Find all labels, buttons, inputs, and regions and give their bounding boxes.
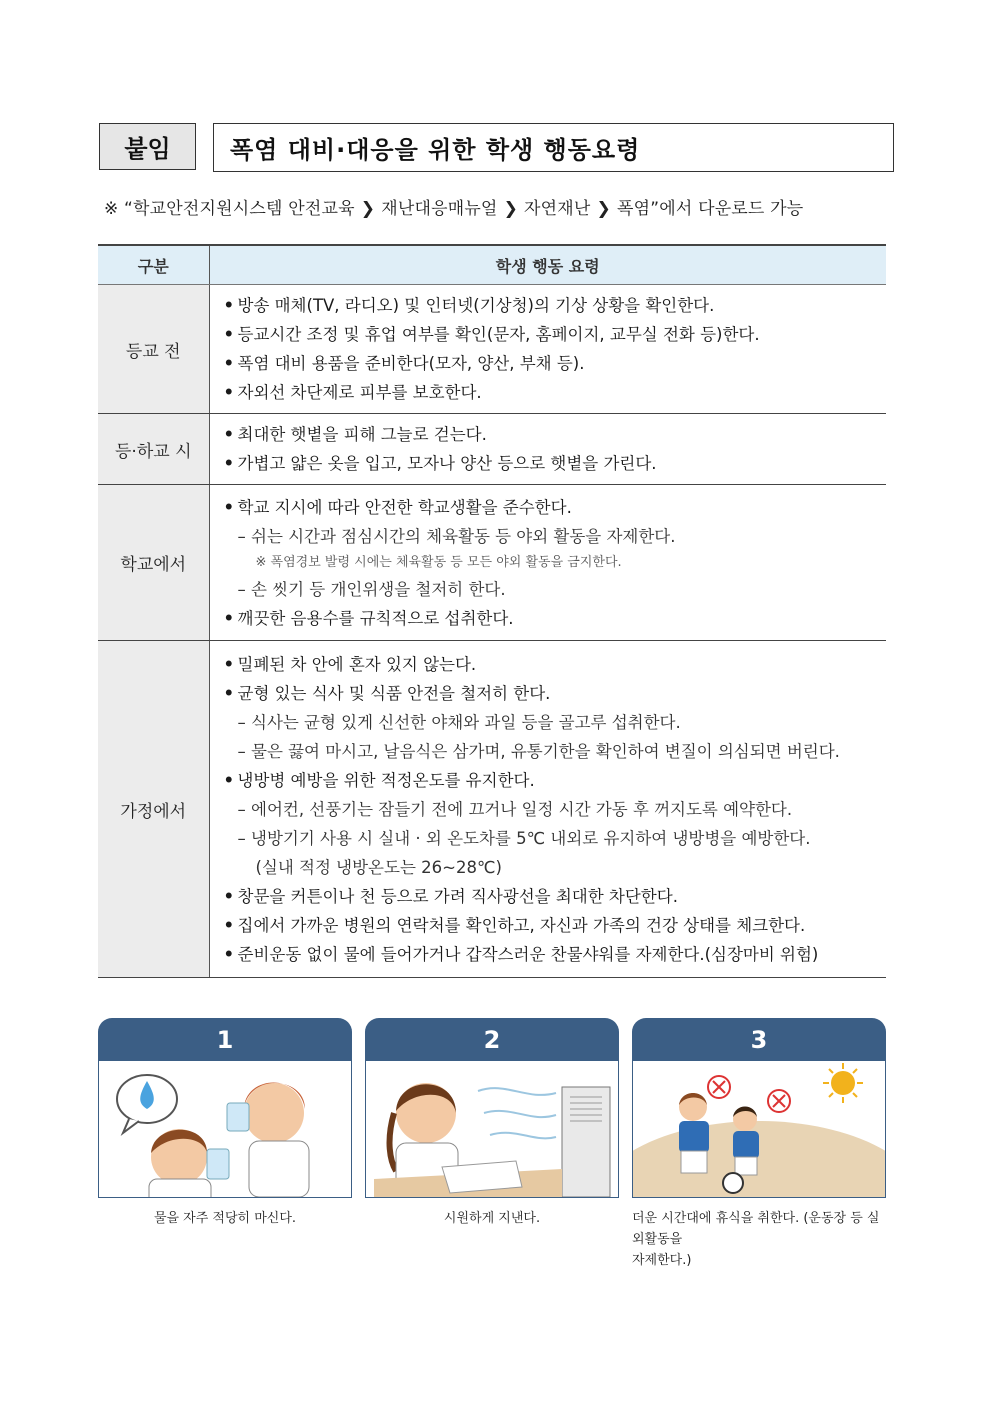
panel-caption-line: 더운 시간대에 휴식을 취한다. (운동장 등 실외활동을 <box>632 1211 880 1247</box>
list-item: • 집에서 가까운 병원의 연락처를 확인하고, 자신과 가족의 건강 상태를 체크한다. <box>224 911 887 940</box>
panel-caption: 시원하게 지낸다. <box>443 1211 541 1226</box>
category-cell: 등·하교 시 <box>98 414 209 485</box>
list-item: • 밀폐된 차 안에 혼자 있지 않는다. <box>224 650 887 679</box>
list-item: • 냉방병 예방을 위한 적정온도를 유지한다. <box>224 766 887 795</box>
category-cell: 학교에서 <box>98 485 209 641</box>
table-row-commute <box>98 414 886 485</box>
resting-hot-hours-illustration <box>632 1061 886 1198</box>
guideline-cell <box>209 485 886 641</box>
header <box>99 123 894 172</box>
prohibited-icon <box>768 1090 790 1112</box>
breadcrumb-separator-icon: ❯ <box>503 199 519 219</box>
illustration-panel-2 <box>365 1018 619 1198</box>
panel-caption-line: 자제한다.) <box>632 1253 692 1268</box>
panel-caption: 물을 자주 적당히 마신다. <box>153 1211 297 1226</box>
list-item: • 준비운동 없이 물에 들어가거나 갑작스러운 찬물샤워를 자제한다.(심장마비 위험) <box>224 940 887 969</box>
note-path-manual: 재난대응매뉴얼 <box>381 199 498 219</box>
note-prefix: ※ “학교안전지원시스템 안전교육 <box>104 199 355 219</box>
list-item: • 폭염 대비 용품을 준비한다(모자, 양산, 부채 등). <box>224 349 887 378</box>
list-item: • 최대한 햇볕을 피해 그늘로 걷는다. <box>224 420 887 449</box>
list-item: • 창문을 커튼이나 천 등으로 가려 직사광선을 최대한 차단한다. <box>224 882 887 911</box>
category-cell: 등교 전 <box>98 285 209 414</box>
list-subitem-continuation: (실내 적정 냉방온도는 26~28℃) <box>255 857 502 877</box>
illustration-panel-1 <box>98 1018 352 1198</box>
panel-number: 2 <box>365 1018 619 1061</box>
table-row-at-school <box>98 485 886 641</box>
sun-icon <box>823 1063 863 1103</box>
list-subitem: – 쉬는 시간과 점심시간의 체육활동 등 야외 활동을 자제한다. <box>224 522 887 551</box>
document-title: 폭염 대비·대응을 위한 학생 행동요령 <box>213 123 894 172</box>
note-path-natural: 자연재난 <box>524 199 591 219</box>
list-subitem: – 손 씻기 등 개인위생을 철저히 한다. <box>224 575 887 604</box>
list-item: • 가볍고 얇은 옷을 입고, 모자나 양산 등으로 햇볕을 가린다. <box>224 449 887 478</box>
column-header-guidelines: 학생 행동 요령 <box>209 245 886 285</box>
panel-number: 1 <box>98 1018 352 1061</box>
list-item: • 학교 지시에 따라 안전한 학교생활을 준수한다. <box>224 493 887 522</box>
column-header-category: 구분 <box>98 245 209 285</box>
illustration-panel-3 <box>632 1018 886 1198</box>
prohibited-icon <box>708 1076 730 1098</box>
list-subitem: – 물은 끓여 마시고, 날음식은 삼가며, 유통기한을 확인하여 변질이 의심되면 버린다. <box>224 737 887 766</box>
list-subitem: – 식사는 균형 있게 신선한 야채와 과일 등을 골고루 섭취한다. <box>224 708 887 737</box>
list-item: • 균형 있는 식사 및 식품 안전을 철저히 한다. <box>224 679 887 708</box>
download-note <box>104 194 894 219</box>
list-item: • 방송 매체(TV, 라디오) 및 인터넷(기상청)의 기상 상황을 확인한다. <box>224 291 887 320</box>
list-subitem: – 에어컨, 선풍기는 잠들기 전에 끄거나 일정 시간 가동 후 꺼지도록 예약한다. <box>224 795 887 824</box>
panel-caption <box>632 1208 890 1271</box>
guideline-cell <box>209 641 886 978</box>
guideline-cell <box>209 414 886 485</box>
guideline-cell <box>209 285 886 414</box>
drinking-water-illustration <box>98 1061 352 1198</box>
breadcrumb-separator-icon: ❯ <box>596 199 611 219</box>
soccer-ball-icon <box>723 1173 743 1193</box>
category-cell: 가정에서 <box>98 641 209 978</box>
list-subitem: – 냉방기기 사용 시 실내 · 외 온도차를 5℃ 내외로 유지하여 냉방병을 예방한다. <box>224 824 887 853</box>
list-item: • 깨끗한 음용수를 규칙적으로 섭취한다. <box>224 604 887 633</box>
table-row-before-school <box>98 285 886 414</box>
note-path-heatwave: 폭염”에서 다운로드 가능 <box>616 199 804 219</box>
list-item: • 자외선 차단제로 피부를 보호한다. <box>224 378 887 407</box>
table-row-at-home <box>98 641 886 978</box>
list-note: ※ 폭염경보 발령 시에는 체육활동 등 모든 야외 활동을 금지한다. <box>255 554 622 570</box>
wind-icon <box>478 1088 556 1138</box>
list-item: • 등교시간 조정 및 휴업 여부를 확인(문자, 홈페이지, 교무실 전화 등)한다. <box>224 320 887 349</box>
behavior-guide-table <box>98 244 886 978</box>
panel-number: 3 <box>632 1018 886 1061</box>
staying-cool-illustration <box>365 1061 619 1198</box>
attachment-tag: 붙임 <box>99 123 196 170</box>
breadcrumb-separator-icon: ❯ <box>360 199 376 219</box>
